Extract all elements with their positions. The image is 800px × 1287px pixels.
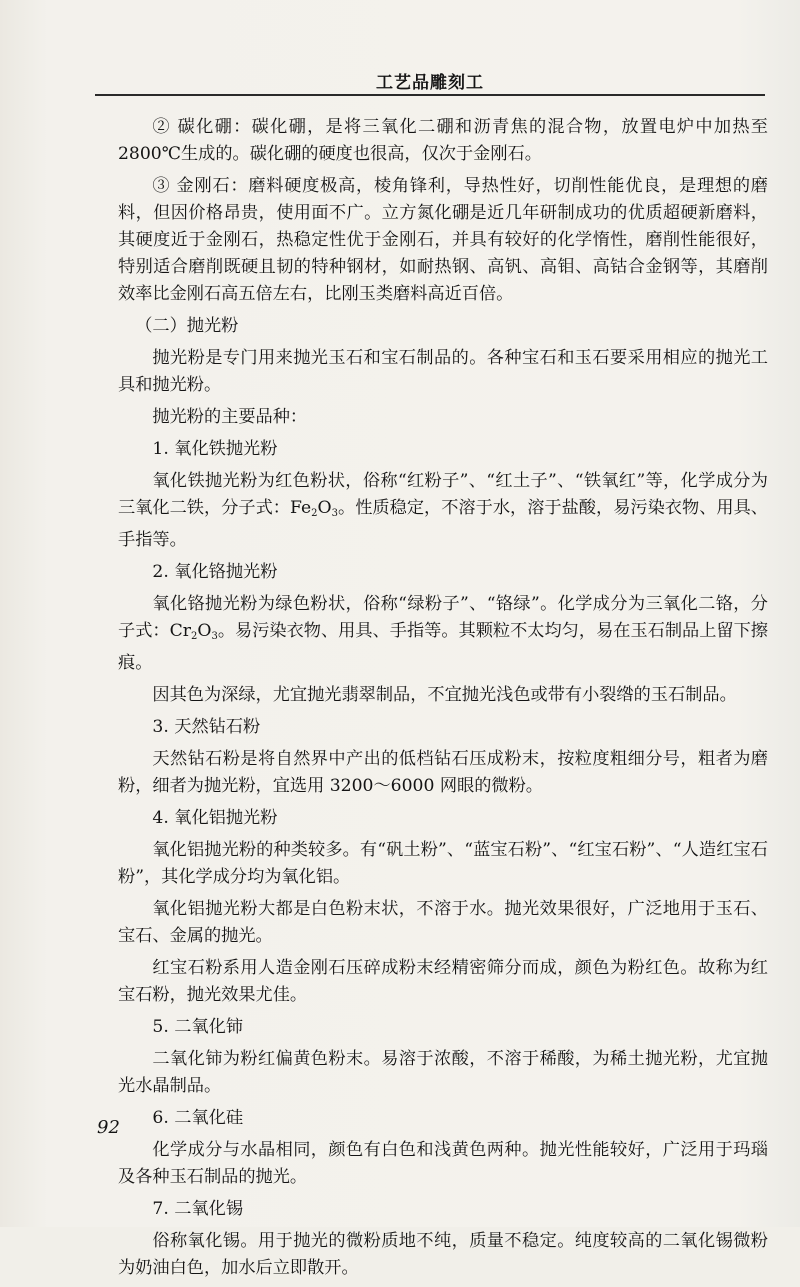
- formula-fe2o3: [290, 498, 338, 518]
- paragraph-chromium-usage: 因其色为深绿，尤宜抛光翡翠制品，不宜抛光浅色或带有小裂绺的玉石制品。: [152, 685, 737, 705]
- formula-cr2o3-sub2: 3: [211, 631, 218, 642]
- formula-fe2o3-sub1: 2: [311, 508, 318, 519]
- paragraph-diamond: ③ 金刚石：磨料硬度极高，棱角锋利，导热性好，切削性能优良，是理想的磨料，但因价格昂贵，使用面不广。立方氮化硼是近几年研制成功的优质超硬新磨料，其硬度近于金刚石，热稳定性优于金刚石，并具有较好的化学惰性，磨削性能很好，特别适合磨削既硬且韧的特种钢材，如耐热钢、高钒、高钼、高钴合金钢等，其磨削效率比金刚石高五倍左右，比刚玉类磨料高近百倍。: [118, 176, 768, 304]
- paragraph-alumina-types: 氧化铝抛光粉的种类较多。有“矾土粉”、“蓝宝石粉”、“红宝石粉”、“人造红宝石粉”，其化学成分均为氧化铝。: [118, 840, 768, 887]
- formula-cr2o3-element: Cr: [169, 621, 191, 641]
- paragraph-cerium-oxide: 二氧化铈为粉红偏黄色粉末。易溶于浓酸，不溶于稀酸，为稀土抛光粉，尤宜抛光水晶制品。: [118, 1049, 768, 1096]
- formula-fe2o3-sub2: 3: [331, 508, 339, 519]
- iron-oxide-text-b: 。性质稳定，不溶于水，溶于盐酸，易污染衣物、用具、手指等。: [118, 498, 768, 550]
- heading-tin-oxide: 7. 二氧化锡: [152, 1199, 244, 1219]
- formula-cr2o3-element2: O: [197, 621, 212, 641]
- paragraph-silica: 化学成分与水晶相同，颜色有白色和浅黄色两种。抛光性能较好，广泛用于玛瑙及各种玉石制品的抛光。: [118, 1140, 768, 1187]
- section-heading-polishing-powder: （二）抛光粉: [135, 316, 239, 336]
- paragraph-tin-oxide: 俗称氧化锡。用于抛光的微粉质地不纯，质量不稳定。纯度较高的二氧化锡微粉为奶油白色，加水后立即散开。: [118, 1231, 768, 1278]
- paragraph-ruby-powder: 红宝石粉系用人造金刚石压碎成粉末经精密筛分而成，颜色为粉红色。故称为红宝石粉，抛光效果尤佳。: [118, 958, 768, 1005]
- running-header: [95, 66, 765, 96]
- heading-cerium-oxide: 5. 二氧化铈: [152, 1017, 244, 1037]
- formula-cr2o3-sub1: 2: [190, 631, 198, 642]
- paragraph-iron-oxide: [118, 468, 768, 554]
- formula-fe2o3-element2: O: [317, 498, 332, 518]
- paragraph-chromium-oxide: [118, 591, 768, 677]
- formula-cr2o3: [170, 621, 218, 641]
- paragraph-alumina-properties: 氧化铝抛光粉大都是白色粉末状，不溶于水。抛光效果很好，广泛地用于玉石、宝石、金属的抛光。: [118, 899, 768, 946]
- paragraph-polishing-intro: 抛光粉是专门用来抛光玉石和宝石制品的。各种宝石和玉石要采用相应的抛光工具和抛光粉。: [118, 348, 768, 395]
- formula-fe2o3-element: Fe: [290, 498, 312, 518]
- header-title: 工艺品雕刻工: [376, 73, 484, 93]
- paragraph-main-types: 抛光粉的主要品种：: [152, 407, 308, 427]
- paragraph-boron-carbide: ② 碳化硼：碳化硼，是将三氧化二硼和沥青焦的混合物，放置电炉中加热至 2800℃生成的。碳化硼的硬度也很高，仅次于金刚石。: [118, 117, 768, 164]
- heading-iron-oxide: 1. 氧化铁抛光粉: [152, 439, 278, 459]
- chromium-oxide-text-a: 氧化铬抛光粉为绿色粉状，俗称“绿粉子”、“铬绿”。化学成分为三氧化二铬，分子式：: [118, 594, 768, 641]
- page-number: 92: [97, 1117, 120, 1138]
- heading-alumina: 4. 氧化铝抛光粉: [152, 808, 278, 828]
- paragraph-diamond-powder: 天然钻石粉是将自然界中产出的低档钻石压成粉末，按粒度粗细分号，粗者为磨粉，细者为抛光粉，宜选用 3200～6000 网眼的微粉。: [118, 749, 768, 796]
- heading-silica: 6. 二氧化硅: [152, 1108, 244, 1128]
- body-text: [118, 114, 768, 1287]
- heading-chromium-oxide: 2. 氧化铬抛光粉: [152, 562, 278, 582]
- heading-diamond-powder: 3. 天然钻石粉: [152, 717, 261, 737]
- iron-oxide-text-a: 氧化铁抛光粉为红色粉状，俗称“红粉子”、“红土子”、“铁氧红”等，化学成分为三氧化二铁，分子式：: [118, 471, 768, 518]
- chromium-oxide-text-b: 。易污染衣物、用具、手指等。其颗粒不太均匀，易在玉石制品上留下擦痕。: [118, 621, 768, 673]
